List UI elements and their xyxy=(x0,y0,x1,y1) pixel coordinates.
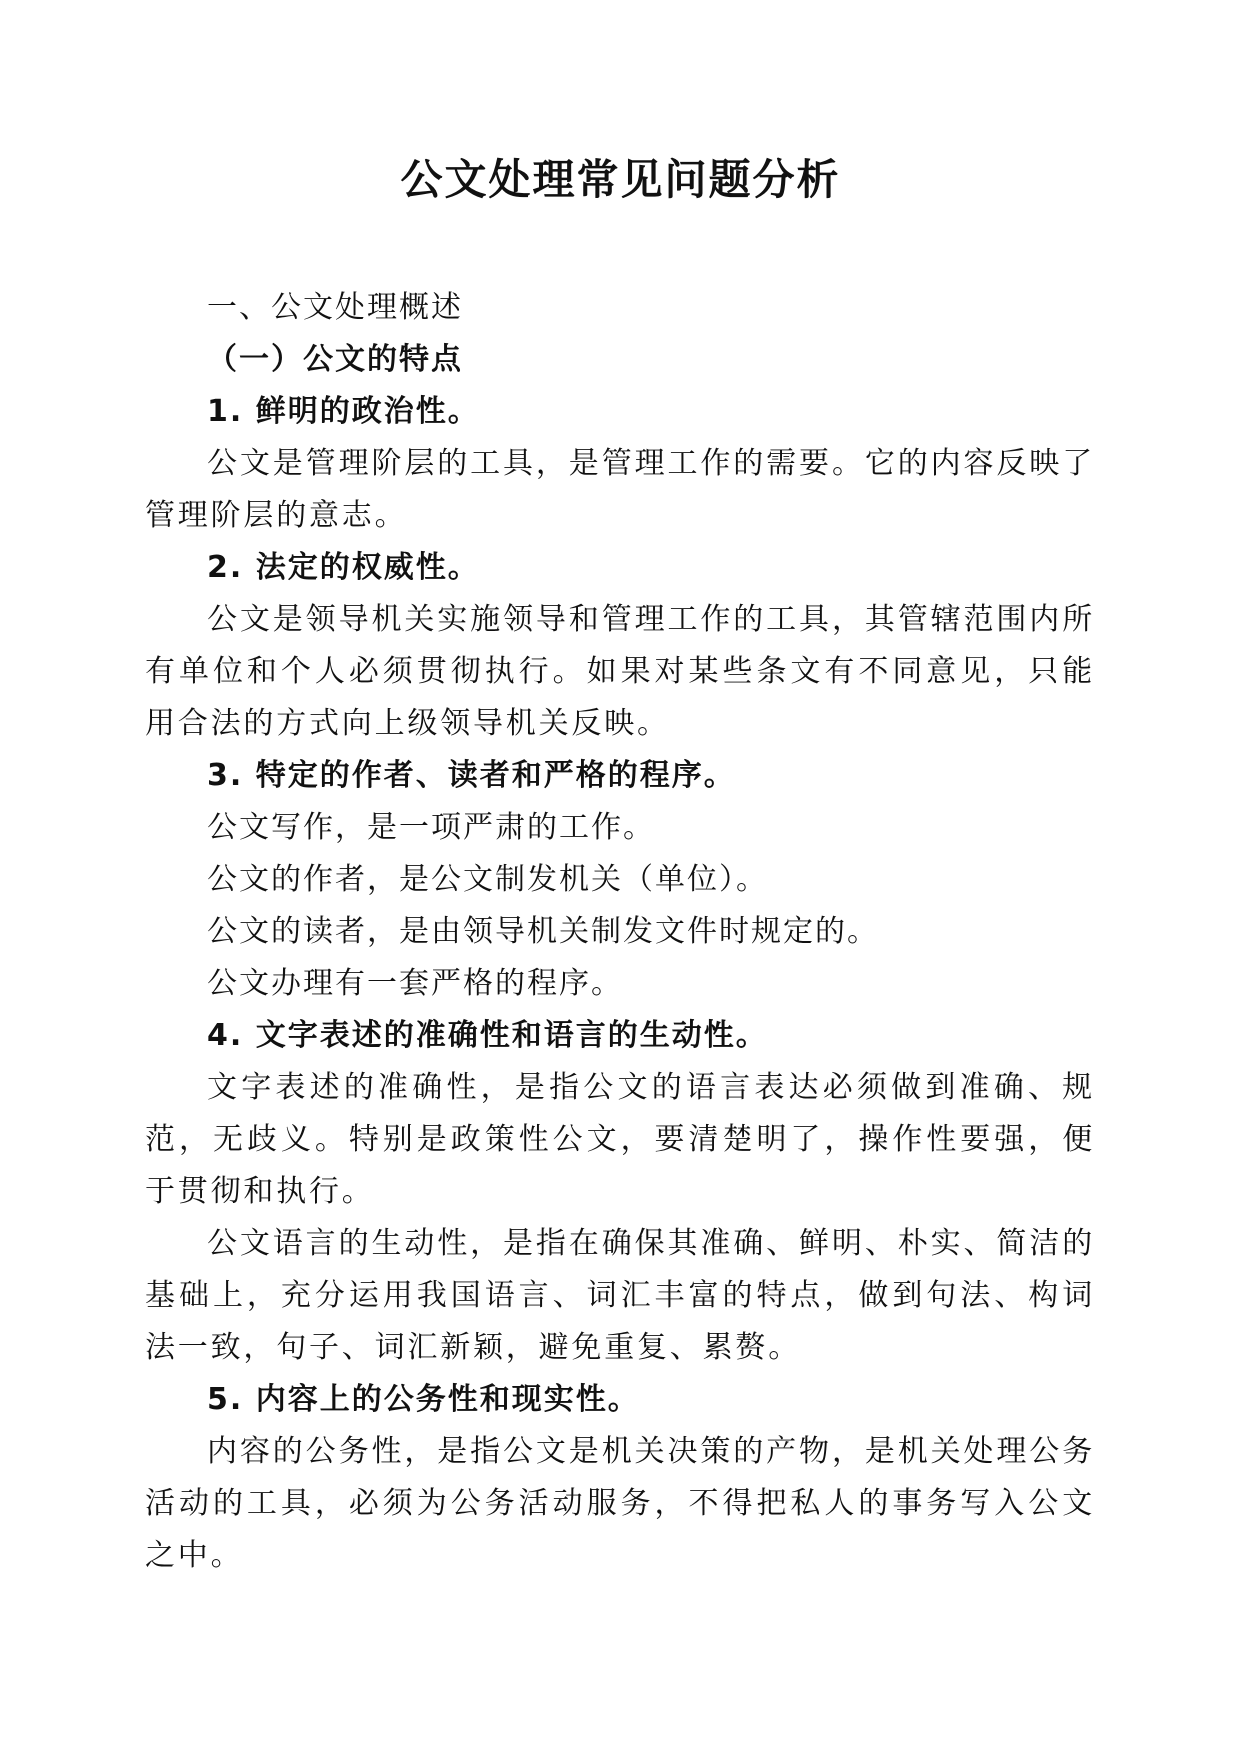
document-body xyxy=(145,282,1095,1582)
item-3-line-3: 公文的读者，是由领导机关制发文件时规定的。 xyxy=(207,914,879,949)
item-3-line-4: 公文办理有一套严格的程序。 xyxy=(207,966,623,1001)
item-3-line-1: 公文写作，是一项严肃的工作。 xyxy=(207,810,655,845)
item-paragraph-1: 公文是管理阶层的工具，是管理工作的需要。它的内容反映了管理阶层的意志。 xyxy=(145,446,1095,533)
item-3-line-2: 公文的作者，是公文制发机关（单位）。 xyxy=(207,862,768,897)
subsection-heading: （一）公文的特点 xyxy=(207,342,463,377)
item-paragraph-4a: 文字表述的准确性，是指公文的语言表达必须做到准确、规范，无歧义。特别是政策性公文，要清楚明了，操作性要强，便于贯彻和执行。 xyxy=(145,1070,1095,1209)
section-heading: 一、公文处理概述 xyxy=(207,290,463,325)
item-heading-2: 2. 法定的权威性。 xyxy=(207,550,480,585)
item-paragraph-4b: 公文语言的生动性，是指在确保其准确、鲜明、朴实、简洁的基础上，充分运用我国语言、词汇丰富的特点，做到句法、构词法一致，句子、词汇新颖，避免重复、累赘。 xyxy=(145,1226,1095,1365)
item-heading-1: 1. 鲜明的政治性。 xyxy=(207,394,480,429)
document-title: 公文处理常见问题分析 xyxy=(400,155,841,204)
item-heading-3: 3. 特定的作者、读者和严格的程序。 xyxy=(207,758,736,793)
item-heading-5: 5. 内容上的公务性和现实性。 xyxy=(207,1382,640,1417)
item-paragraph-5: 内容的公务性，是指公文是机关决策的产物，是机关处理公务活动的工具，必须为公务活动服务，不得把私人的事务写入公文之中。 xyxy=(145,1434,1095,1573)
item-heading-4: 4. 文字表述的准确性和语言的生动性。 xyxy=(207,1018,768,1053)
item-paragraph-2: 公文是领导机关实施领导和管理工作的工具，其管辖范围内所有单位和个人必须贯彻执行。如果对某些条文有不同意见，只能用合法的方式向上级领导机关反映。 xyxy=(145,602,1095,741)
